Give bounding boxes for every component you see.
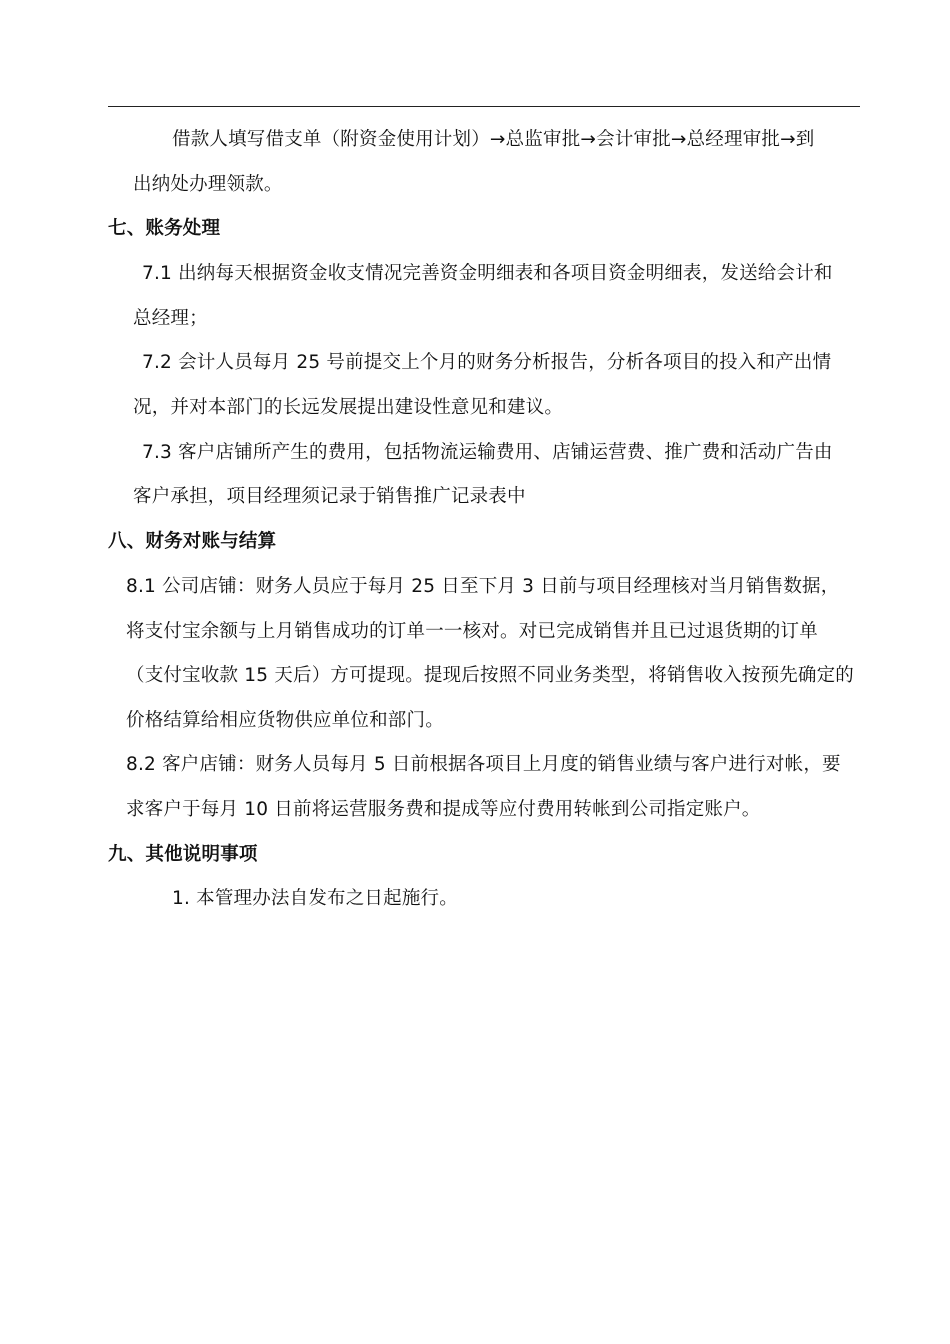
- section7-item3-line2: 客户承担，项目经理须记录于销售推广记录表中: [133, 486, 526, 507]
- section8-heading: 八、财务对账与结算: [108, 531, 277, 552]
- section8-item1-line1: 8.1 公司店铺：财务人员应于每月 25 日至下月 3 日前与项目经理核对当月销售数据，: [126, 576, 840, 597]
- section7-heading: 七、账务处理: [108, 218, 221, 239]
- section8-item1-line4: 价格结算给相应货物供应单位和部门。: [126, 710, 444, 731]
- section7-item1-line2: 总经理；: [133, 308, 208, 329]
- header-rule: [108, 106, 860, 107]
- section8-item2-line2: 求客户于每月 10 日前将运营服务费和提成等应付费用转帐到公司指定账户。: [126, 799, 761, 820]
- section9-item1: 1. 本管理办法自发布之日起施行。: [172, 888, 458, 909]
- section6-line2: 出纳处办理领款。: [133, 174, 283, 195]
- section8-item1-line2: 将支付宝余额与上月销售成功的订单一一核对。对已完成销售并且已过退货期的订单: [126, 621, 818, 642]
- section8-item2-line1: 8.2 客户店铺：财务人员每月 5 日前根据各项目上月度的销售业绩与客户进行对帐，要: [126, 754, 841, 775]
- section7-item3-line1: 7.3 客户店铺所产生的费用，包括物流运输费用、店铺运营费、推广费和活动广告由: [142, 442, 833, 463]
- section7-item1-line1: 7.1 出纳每天根据资金收支情况完善资金明细表和各项目资金明细表，发送给会计和: [142, 263, 833, 284]
- section9-heading: 九、其他说明事项: [108, 844, 258, 865]
- section6-line1: 借款人填写借支单（附资金使用计划）→总监审批→会计审批→总经理审批→到: [172, 129, 815, 150]
- section7-item2-line2: 况，并对本部门的长远发展提出建设性意见和建议。: [133, 397, 564, 418]
- section7-item2-line1: 7.2 会计人员每月 25 号前提交上个月的财务分析报告，分析各项目的投入和产出情: [142, 352, 832, 373]
- section8-item1-line3: （支付宝收款 15 天后）方可提现。提现后按照不同业务类型，将销售收入按预先确定的: [126, 665, 855, 686]
